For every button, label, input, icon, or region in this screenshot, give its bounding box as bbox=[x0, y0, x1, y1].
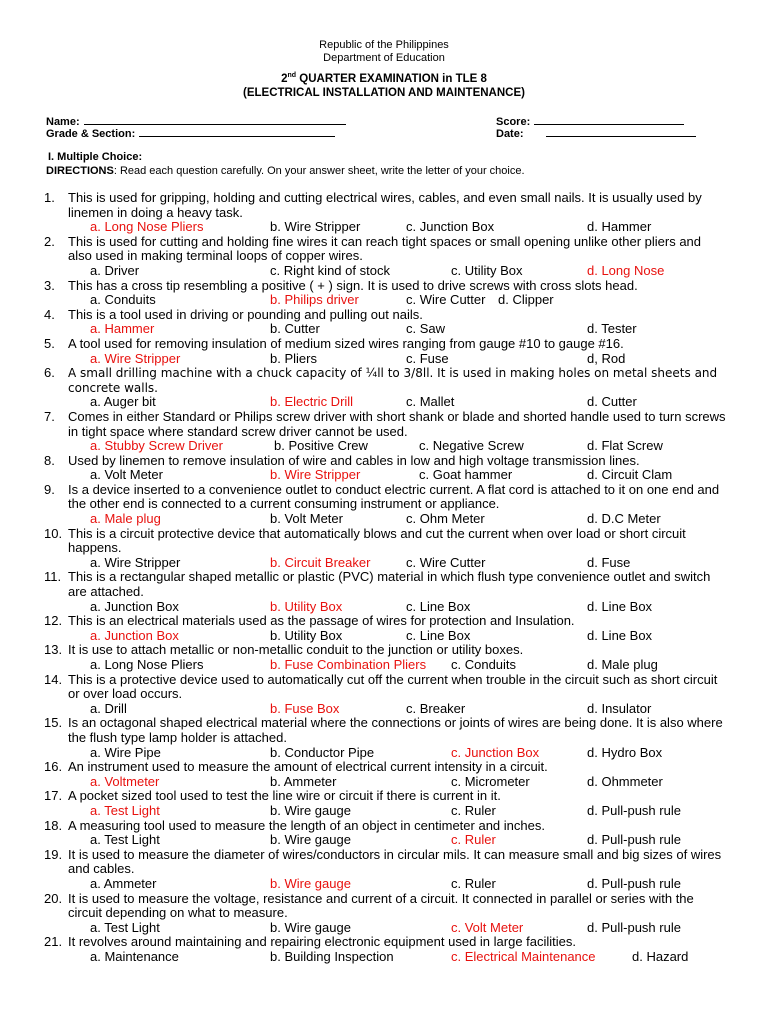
option-d[interactable]: d. Pull-push rule bbox=[587, 875, 681, 891]
question-number: 17. bbox=[44, 788, 63, 804]
option-a-answer[interactable]: a. Wire Stripper bbox=[90, 350, 181, 366]
options-row bbox=[0, 629, 768, 644]
option-b[interactable]: b. Wire gauge bbox=[270, 832, 351, 848]
question-item bbox=[0, 279, 768, 308]
option-d[interactable]: d. Pull-push rule bbox=[587, 802, 681, 818]
question-item bbox=[0, 410, 768, 454]
question-number: 4. bbox=[44, 306, 55, 322]
date-blank[interactable] bbox=[546, 126, 696, 137]
question-number: 14. bbox=[44, 671, 63, 687]
options-row bbox=[0, 775, 768, 790]
option-a[interactable]: a. Long Nose Pliers bbox=[90, 657, 204, 672]
option-a[interactable]: a. Conduits bbox=[90, 292, 156, 308]
option-b[interactable]: b. Positive Crew bbox=[274, 438, 368, 454]
option-d[interactable]: d. Hammer bbox=[587, 219, 652, 235]
options-row bbox=[0, 658, 768, 673]
question-text: Comes in either Standard or Philips screw driver with short shank or blade and shorted handle used to turn screws in tight space where standard screw driver cannot be used. 7. bbox=[44, 408, 726, 439]
question-item bbox=[0, 235, 768, 279]
option-c-answer[interactable]: c. Ruler bbox=[451, 832, 496, 848]
option-d[interactable]: d. Cutter bbox=[587, 394, 637, 410]
option-c[interactable]: c. Wire Cutter bbox=[406, 554, 486, 570]
option-a[interactable]: a. Wire Pipe bbox=[90, 744, 161, 760]
option-c[interactable]: c. Fuse bbox=[406, 350, 449, 366]
question-list bbox=[0, 191, 768, 964]
option-b[interactable]: b. Wire gauge bbox=[270, 802, 351, 818]
question-number: 21. bbox=[44, 934, 63, 950]
option-b[interactable]: b. Cutter bbox=[270, 321, 320, 337]
option-b-answer[interactable]: b. Utility Box bbox=[270, 598, 343, 614]
option-c[interactable]: c. Negative Screw bbox=[419, 438, 524, 454]
question-text: This is used for cutting and holding fine wires it can reach tight spaces or small opening unlike other pliers and also used in making terminal loops of copper wires. 2. bbox=[44, 233, 702, 264]
option-d[interactable]: d, Rod bbox=[587, 350, 626, 366]
question-number: 20. bbox=[44, 890, 63, 906]
exam-subtitle: (ELECTRICAL INSTALLATION AND MAINTENANCE) bbox=[243, 87, 525, 99]
question-number: 6. bbox=[44, 365, 55, 381]
option-d[interactable]: d. Tester bbox=[587, 321, 637, 337]
option-d[interactable]: d. Circuit Clam bbox=[587, 467, 673, 483]
question-item bbox=[0, 892, 768, 936]
question-text: It revolves around maintaining and repairing electronic equipment used in large facilities. 21. bbox=[44, 934, 577, 950]
option-d[interactable]: d. Line Box bbox=[587, 598, 653, 614]
question-number: 2. bbox=[44, 233, 55, 249]
option-b[interactable]: b. Ammeter bbox=[270, 773, 337, 789]
date-label: Date: bbox=[496, 128, 524, 140]
option-a[interactable]: a. Volt Meter bbox=[90, 467, 163, 483]
name-blank[interactable] bbox=[84, 114, 346, 125]
option-a-answer[interactable]: a. Test Light bbox=[90, 802, 160, 818]
option-d[interactable]: d. Clipper bbox=[498, 292, 554, 308]
question-text: It is used to measure the voltage, resistance and current of a circuit. It connected in parallel or series with the circuit depending on what to measure. 20. bbox=[44, 890, 694, 921]
question-item bbox=[0, 191, 768, 235]
option-b[interactable]: b. Wire gauge bbox=[270, 919, 351, 935]
option-d[interactable]: d. Line Box bbox=[587, 627, 653, 643]
question-text: A pocket sized tool used to test the line wire or circuit if there is current in it. 17. bbox=[44, 788, 501, 804]
option-a[interactable]: a. Drill bbox=[90, 700, 127, 716]
option-a[interactable]: a. Driver bbox=[90, 262, 140, 278]
question-text: This is a tool used in driving or pounding and pulling out nails. 4. bbox=[44, 306, 423, 322]
question-item bbox=[0, 483, 768, 527]
directions-label: DIRECTIONS bbox=[46, 165, 114, 177]
option-c[interactable]: c. Junction Box bbox=[406, 219, 495, 235]
options-row bbox=[0, 702, 768, 717]
option-c[interactable]: c. Line Box bbox=[406, 627, 471, 643]
question-number: 9. bbox=[44, 481, 55, 497]
question-item bbox=[0, 337, 768, 366]
question-number: 13. bbox=[44, 642, 63, 658]
option-b-answer[interactable]: b. Fuse Combination Pliers bbox=[270, 657, 427, 672]
option-c[interactable]: c. Line Box bbox=[406, 598, 471, 614]
question-item bbox=[0, 760, 768, 789]
question-item bbox=[0, 716, 768, 760]
option-b-answer[interactable]: b. Fuse Box bbox=[270, 700, 340, 716]
option-a-answer[interactable]: a. Junction Box bbox=[90, 627, 179, 643]
question-number: 8. bbox=[44, 452, 55, 468]
question-item bbox=[0, 789, 768, 818]
question-text: This is an electrical materials used as the passage of wires for protection and Insulation. 12. bbox=[44, 613, 575, 629]
question-text: Is an octagonal shaped electrical material where the connections or joints of wires are being done. It is also where the flush type lamp holder is attached. 15. bbox=[44, 715, 723, 745]
score-blank[interactable] bbox=[534, 114, 684, 125]
date-field[interactable] bbox=[496, 126, 696, 140]
grade-section-blank[interactable] bbox=[139, 126, 335, 137]
option-c[interactable]: c. Breaker bbox=[406, 700, 466, 716]
options-row bbox=[0, 293, 768, 308]
options-row bbox=[0, 468, 768, 483]
question-number: 12. bbox=[44, 613, 63, 629]
question-number: 7. bbox=[44, 408, 55, 424]
question-item bbox=[0, 643, 768, 672]
option-c-answer[interactable]: c. Junction Box bbox=[451, 744, 540, 760]
option-b[interactable]: c. Right kind of stock bbox=[270, 262, 390, 278]
option-a[interactable]: a. Test Light bbox=[90, 832, 160, 848]
option-a[interactable]: a. Auger bit bbox=[90, 394, 156, 410]
option-d[interactable]: d. Pull-push rule bbox=[587, 832, 681, 848]
option-c[interactable]: c. Wire Cutter bbox=[406, 292, 486, 308]
options-row bbox=[0, 804, 768, 819]
name-label: Name: bbox=[46, 116, 80, 128]
exam-title-rest: QUARTER EXAMINATION in TLE 8 bbox=[296, 72, 487, 85]
options-row bbox=[0, 746, 768, 761]
options-row bbox=[0, 512, 768, 527]
option-a-answer[interactable]: a. Male plug bbox=[90, 511, 161, 527]
question-number: 1. bbox=[44, 190, 55, 205]
option-c[interactable]: c. Ohm Meter bbox=[406, 511, 485, 527]
option-c[interactable]: c. Conduits bbox=[451, 657, 517, 672]
question-item bbox=[0, 454, 768, 483]
option-a[interactable]: a. Junction Box bbox=[90, 598, 179, 614]
options-row bbox=[0, 395, 768, 410]
question-number: 11. bbox=[44, 569, 62, 585]
question-text: Is a device inserted to a convenience outlet to conduct electric current. A flat cord is attached to it on one end and the other end is connected to a current consuming instrument or appliance. 9. bbox=[44, 481, 720, 512]
option-c-answer[interactable]: c. Volt Meter bbox=[451, 919, 524, 935]
option-a-answer[interactable]: a. Voltmeter bbox=[90, 773, 160, 789]
options-row bbox=[0, 921, 768, 936]
options-row bbox=[0, 877, 768, 892]
option-d-answer[interactable]: d. Long Nose bbox=[587, 262, 665, 278]
options-row bbox=[0, 220, 768, 235]
option-c[interactable]: c. Ruler bbox=[451, 802, 496, 818]
question-item bbox=[0, 614, 768, 643]
question-number: 3. bbox=[44, 277, 55, 293]
question-text: It is used to measure the diameter of wires/conductors in circular mils. It can measure small and big sizes of wires and cables. 19. bbox=[44, 846, 722, 877]
option-a[interactable]: a. Test Light bbox=[90, 919, 160, 935]
question-item bbox=[0, 819, 768, 848]
option-a-answer[interactable]: a. Hammer bbox=[90, 321, 155, 337]
option-d[interactable]: d. D.C Meter bbox=[587, 511, 661, 527]
option-a[interactable]: a. Wire Stripper bbox=[90, 554, 181, 570]
question-number: 10. bbox=[44, 525, 63, 541]
question-item bbox=[0, 527, 768, 571]
options-row bbox=[0, 600, 768, 615]
score-label: Score: bbox=[496, 116, 531, 128]
option-d[interactable]: d. Hazard bbox=[632, 948, 689, 964]
question-text: This has a cross tip resembling a positive ( + ) sign. It is used to drive screws with cross slots head. 3. bbox=[44, 277, 638, 293]
exam-ordinal-suffix: nd bbox=[287, 72, 297, 79]
question-item bbox=[0, 848, 768, 892]
question-item bbox=[0, 308, 768, 337]
option-c[interactable]: c. Ruler bbox=[451, 875, 496, 891]
question-text: This is a circuit protective device that automatically blows and cut the current when over load or short circuit happens. 10. bbox=[44, 525, 686, 556]
question-text: A tool used for removing insulation of medium sized wires ranging from gauge #10 to gauge #16. 5. bbox=[44, 335, 624, 351]
options-row bbox=[0, 322, 768, 337]
exam-title bbox=[0, 72, 768, 85]
question-number: 15. bbox=[44, 715, 63, 731]
question-number: 18. bbox=[44, 817, 63, 833]
option-a[interactable]: a. Maintenance bbox=[90, 948, 179, 964]
option-d[interactable]: d. Male plug bbox=[587, 657, 658, 672]
options-row bbox=[0, 950, 768, 965]
option-b[interactable]: b. Wire Stripper bbox=[270, 219, 361, 235]
option-c-answer[interactable]: c. Electrical Maintenance bbox=[451, 948, 596, 964]
question-text: This is a protective device used to automatically cut off the current when trouble in the circuit such as short circuit or over load occurs. 14. bbox=[44, 671, 718, 702]
options-row bbox=[0, 352, 768, 367]
option-b-answer[interactable]: b. Wire gauge bbox=[270, 875, 351, 891]
option-c[interactable]: c. Mallet bbox=[406, 394, 455, 410]
header-department: Department of Education bbox=[323, 52, 445, 64]
option-a-answer[interactable]: a. Long Nose Pliers bbox=[90, 219, 204, 235]
question-number: 16. bbox=[44, 759, 63, 775]
option-b[interactable]: b. Conductor Pipe bbox=[270, 744, 375, 760]
question-item bbox=[0, 570, 768, 614]
option-b-answer[interactable]: b. Circuit Breaker bbox=[270, 554, 371, 570]
options-row bbox=[0, 556, 768, 571]
options-row bbox=[0, 833, 768, 848]
option-b[interactable]: b. Building Inspection bbox=[270, 948, 394, 964]
option-c[interactable]: c. Utility Box bbox=[451, 262, 523, 278]
directions-text: : Read each question carefully. On your answer sheet, write the letter of your choice. bbox=[113, 165, 525, 177]
question-text: Used by linemen to remove insulation of wire and cables in low and high voltage transmission lines. 8. bbox=[44, 452, 640, 468]
header-country: Republic of the Philippines bbox=[319, 39, 449, 51]
options-row bbox=[0, 264, 768, 279]
question-number: 19. bbox=[44, 846, 63, 862]
option-b[interactable]: b. Pliers bbox=[270, 350, 317, 366]
question-text: This is used for gripping, holding and cutting electrical wires, cables, and even small nails. It is usually used by linemen in doing a heavy task. 1. bbox=[44, 190, 702, 220]
section-title: I. Multiple Choice: bbox=[48, 151, 143, 163]
option-b-answer[interactable]: b. Electric Drill bbox=[270, 394, 354, 410]
question-text: An instrument used to measure the amount of electrical current intensity in a circuit. 16. bbox=[44, 759, 548, 775]
option-c[interactable]: c. Saw bbox=[406, 321, 446, 337]
option-c[interactable]: c. Micrometer bbox=[451, 773, 530, 789]
option-b-answer[interactable]: b. Philips driver bbox=[270, 292, 359, 308]
grade-section-label: Grade & Section: bbox=[46, 128, 136, 140]
option-d[interactable]: d. Ohmmeter bbox=[587, 773, 663, 789]
question-text: This is a rectangular shaped metallic or plastic (PVC) material in which flush type convenience outlet and switch are attached. 11. bbox=[44, 569, 711, 600]
directions bbox=[46, 165, 525, 177]
option-b[interactable]: b. Volt Meter bbox=[270, 511, 343, 527]
option-a[interactable]: a. Ammeter bbox=[90, 875, 157, 891]
option-d[interactable]: d. Fuse bbox=[587, 554, 631, 570]
grade-section-field[interactable] bbox=[46, 126, 335, 140]
option-b-answer[interactable]: b. Wire Stripper bbox=[270, 467, 361, 483]
question-text: A small drilling machine with a chuck capacity of ¼ll to 3/8ll. It is used in making holes on metal sheets and concrete walls. 6. bbox=[44, 365, 718, 395]
question-number: 5. bbox=[44, 335, 55, 351]
question-item bbox=[0, 366, 768, 410]
option-d[interactable]: d. Insulator bbox=[587, 700, 652, 716]
option-d[interactable]: d. Pull-push rule bbox=[587, 919, 681, 935]
option-d[interactable]: d. Hydro Box bbox=[587, 744, 663, 760]
exam-ordinal: 2 bbox=[281, 72, 288, 85]
option-a-answer[interactable]: a. Stubby Screw Driver bbox=[90, 438, 223, 454]
option-b[interactable]: b. Utility Box bbox=[270, 627, 343, 643]
option-d[interactable]: d. Flat Screw bbox=[587, 438, 663, 454]
options-row bbox=[0, 439, 768, 454]
question-item bbox=[0, 935, 768, 964]
question-item bbox=[0, 673, 768, 717]
question-text: It is use to attach metallic or non-metallic conduit to the junction or utility boxes. 13. bbox=[44, 642, 524, 658]
question-text: A measuring tool used to measure the length of an object in centimeter and inches. 18. bbox=[44, 817, 545, 833]
option-c[interactable]: c. Goat hammer bbox=[419, 467, 513, 483]
